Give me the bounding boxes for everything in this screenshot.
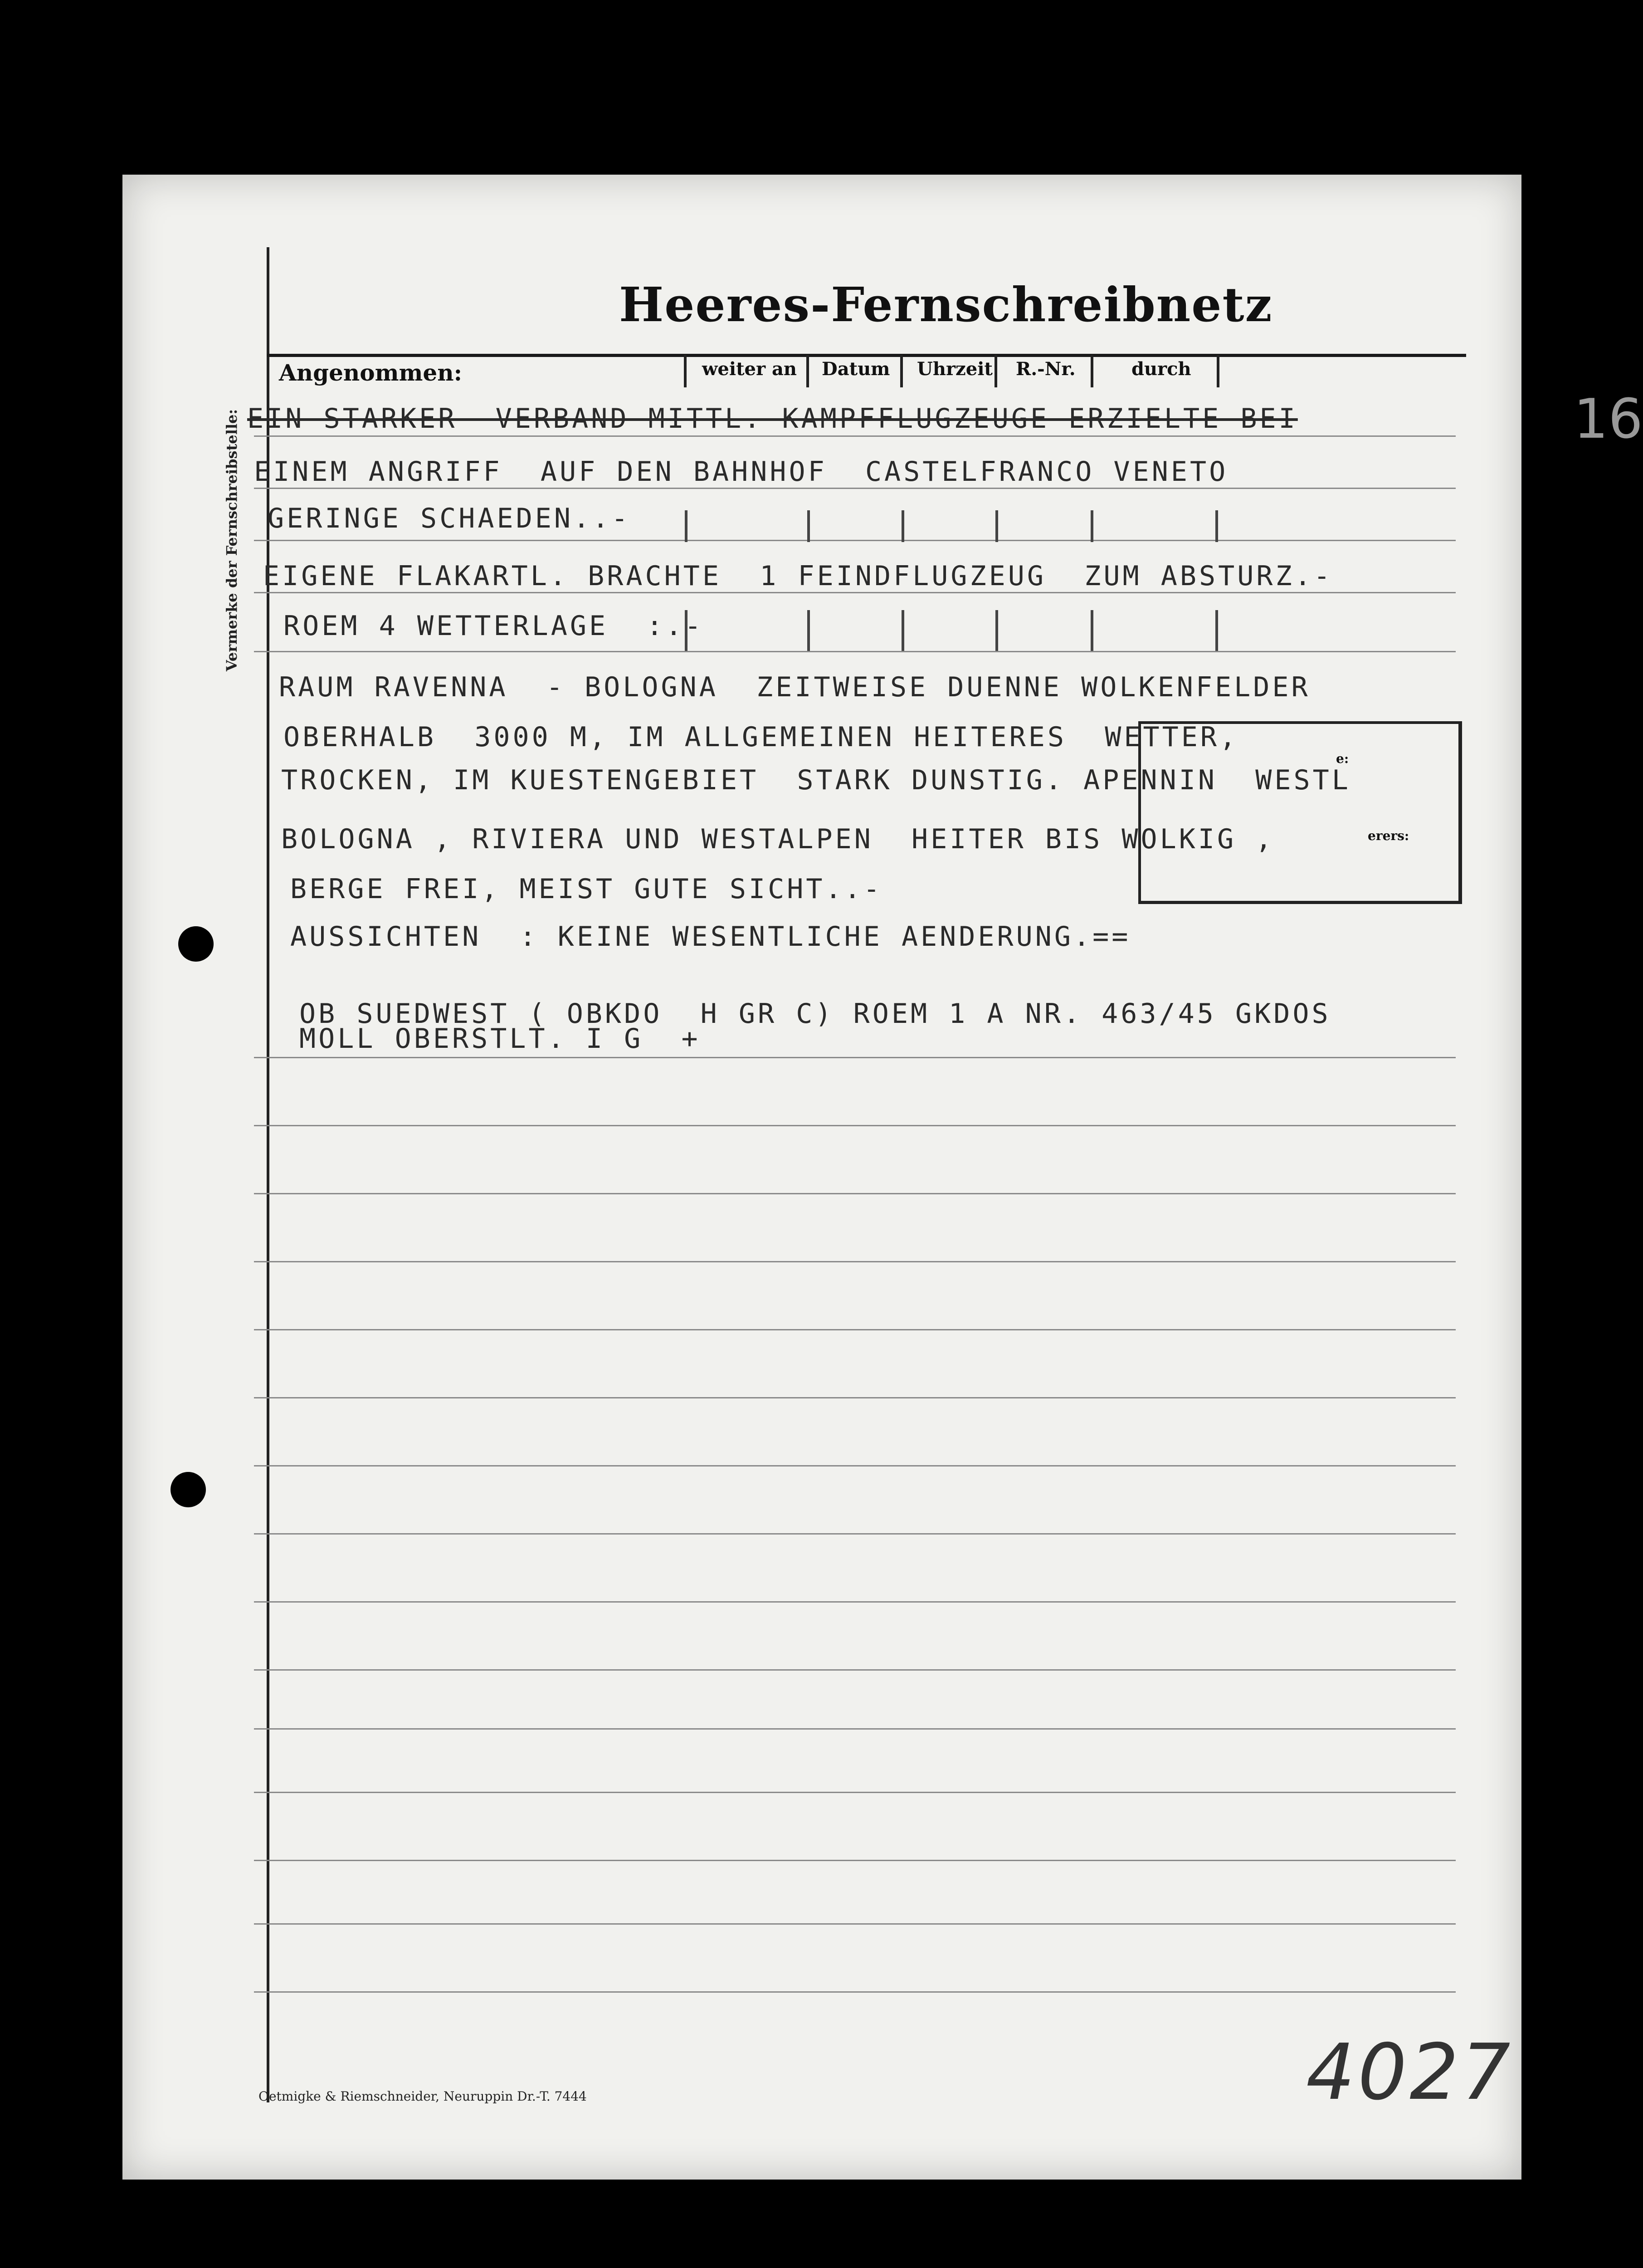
message-line: MOLL OBERSTLT. I G + <box>299 1023 701 1055</box>
ruled-line <box>254 540 1456 541</box>
header-separator <box>900 355 903 387</box>
column-tick <box>1215 510 1218 542</box>
message-line: EINEM ANGRIFF AUF DEN BAHNHOF CASTELFRANCO VENETO <box>254 456 1229 488</box>
ruled-line <box>254 1397 1456 1398</box>
ruled-line <box>254 488 1456 489</box>
message-line: BOLOGNA , RIVIERA UND WESTALPEN HEITER BIS WOLKIG , <box>281 823 1275 855</box>
ruled-line <box>254 1860 1456 1861</box>
header-rule <box>267 354 1466 357</box>
stamp-mark: e: <box>1336 751 1349 766</box>
message-line: EIGENE FLAKARTL. BRACHTE 1 FEINDFLUGZEUG ZUM ABSTURZ.- <box>263 560 1333 592</box>
column-tick <box>995 610 998 651</box>
message-line: BERGE FREI, MEIST GUTE SICHT..- <box>290 873 882 905</box>
message-line: EIN STARKER VERBAND MITTL. KAMPFFLUGZEUGE ERZIELTE BEI <box>247 403 1298 435</box>
header-separator <box>806 355 809 387</box>
column-date: Datum <box>822 358 890 380</box>
ruled-line <box>254 1601 1456 1603</box>
side-notes-label: Vermerke der Fernschreibstelle: <box>223 409 240 671</box>
message-line: AUSSICHTEN : KEINE WESENTLICHE AENDERUNG.== <box>290 921 1131 953</box>
message-line: GERINGE SCHAEDEN..- <box>268 503 631 534</box>
column-tick <box>807 510 810 542</box>
form-title: Heeres-Fernschreibnetz <box>619 277 1273 332</box>
punch-hole <box>171 1472 206 1507</box>
ruled-line <box>254 1669 1456 1671</box>
header-separator <box>1091 355 1093 387</box>
header-separator <box>995 355 997 387</box>
column-forward-to: weiter an <box>702 358 797 380</box>
column-tick <box>902 610 904 651</box>
handwritten-number: 4027 <box>1306 2028 1513 2117</box>
header-separator <box>684 355 687 387</box>
ruled-line <box>254 1057 1456 1058</box>
ruled-line <box>254 1193 1456 1194</box>
message-line: TROCKEN, IM KUESTENGEBIET STARK DUNSTIG. APENNIN WESTL <box>281 764 1351 796</box>
ruled-line <box>254 1329 1456 1330</box>
column-serial-number: R.-Nr. <box>1016 358 1076 380</box>
punch-hole <box>178 926 214 962</box>
ruled-line <box>254 1465 1456 1466</box>
message-line: RAUM RAVENNA - BOLOGNA ZEITWEISE DUENNE WOLKENFELDER <box>279 671 1311 703</box>
ruled-line <box>254 592 1456 593</box>
column-tick <box>1091 610 1093 651</box>
ruled-line <box>254 1923 1456 1925</box>
received-label: Angenommen: <box>279 359 463 386</box>
ruled-line <box>254 651 1456 652</box>
corner-mark: 16 <box>1574 388 1643 451</box>
column-time: Uhrzeit <box>917 358 993 380</box>
column-tick <box>685 510 687 542</box>
column-via: durch <box>1131 358 1191 380</box>
message-line: ROEM 4 WETTERLAGE :.- <box>283 610 704 642</box>
ruled-line <box>254 1792 1456 1793</box>
message-line: OBERHALB 3000 M, IM ALLGEMEINEN HEITERES WETTER, <box>283 721 1239 753</box>
ruled-line <box>254 435 1456 437</box>
message-line: OB SUEDWEST ( OBKDO H GR C) ROEM 1 A NR. 463/45 GKDOS <box>299 998 1331 1030</box>
column-tick <box>807 610 810 651</box>
column-tick <box>902 510 904 542</box>
ruled-line <box>254 1125 1456 1126</box>
column-tick <box>1215 610 1218 651</box>
stamp-mark: erers: <box>1368 828 1409 843</box>
ruled-line <box>254 1261 1456 1262</box>
header-separator <box>1217 355 1219 387</box>
ruled-line <box>254 1533 1456 1535</box>
column-tick <box>1091 510 1093 542</box>
ruled-line <box>254 1728 1456 1730</box>
ruled-line <box>254 1991 1456 1993</box>
printer-imprint: Oetmigke & Riemschneider, Neuruppin Dr.-T. 7444 <box>258 2089 587 2104</box>
column-tick <box>995 510 998 542</box>
